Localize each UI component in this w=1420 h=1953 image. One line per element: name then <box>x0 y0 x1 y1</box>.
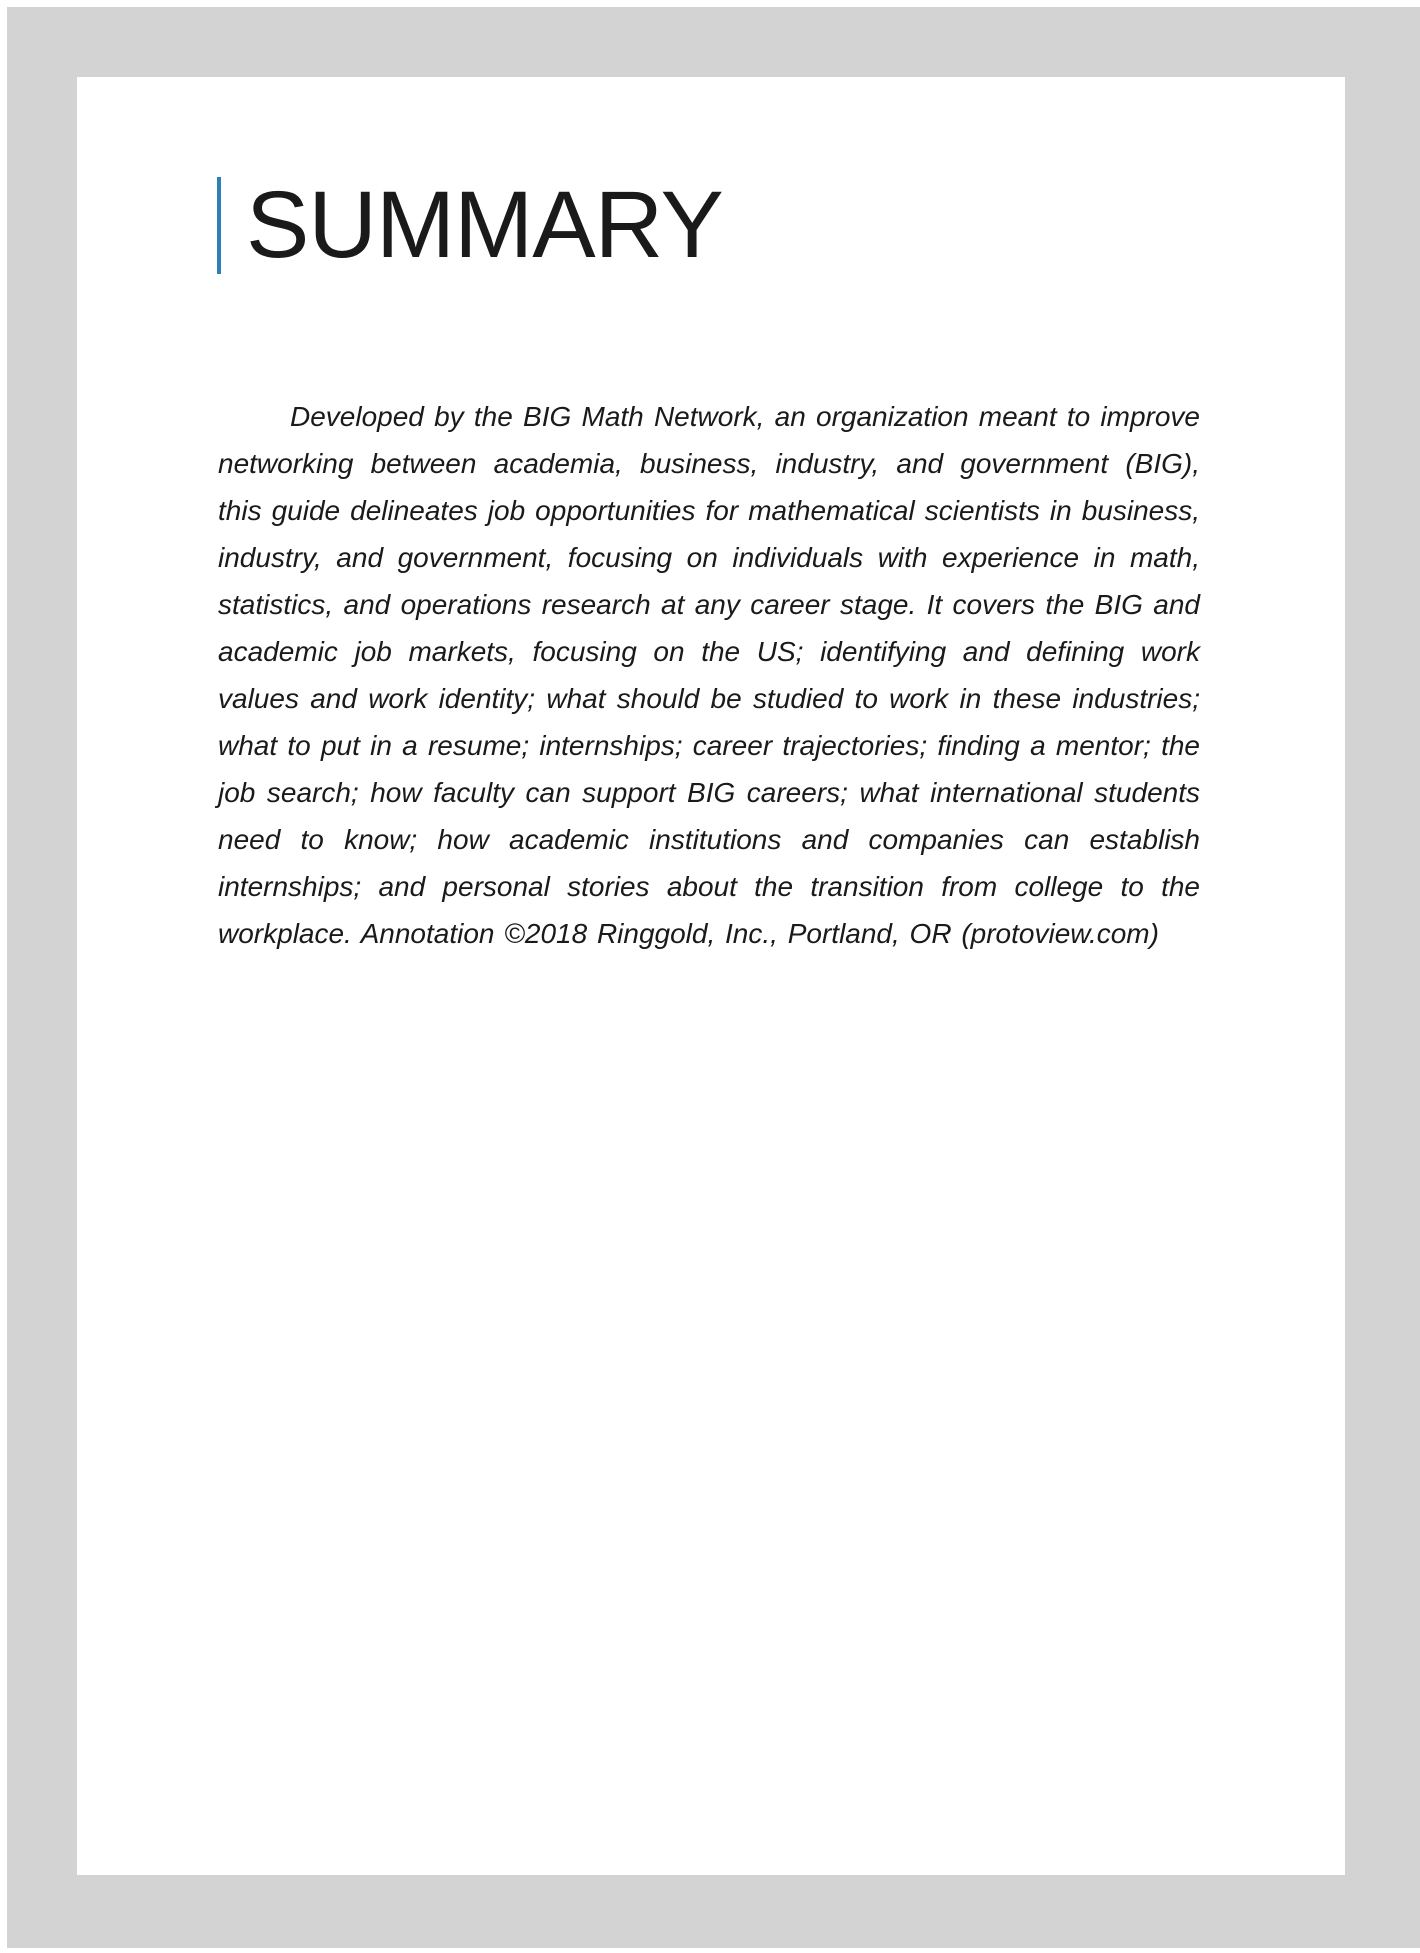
page-title: SUMMARY <box>246 172 723 278</box>
summary-paragraph: Developed by the BIG Math Network, an organization meant to improve networking between academia, business, industry, and government (BIG), this guide delineates job opportunities for mathematical scientists in business, industry, and government, focusing on individuals with experience in math, statistics, and operations research at any career stage. It covers the BIG and academic job markets, focusing on the US; identifying and defining work values and work identity; what should be studied to work in these industries; what to put in a resume; internships; career trajectories; finding a mentor; the job search; how faculty can support BIG careers; what international students need to know; how academic institutions and companies can establish internships; and personal stories about the transition from college to the workplace. Annotation ©2018 Ringgold, Inc., Portland, OR (protoview.com) <box>218 401 1200 949</box>
title-accent-bar <box>217 177 221 274</box>
document-page <box>77 77 1345 1875</box>
title-block <box>217 172 723 278</box>
